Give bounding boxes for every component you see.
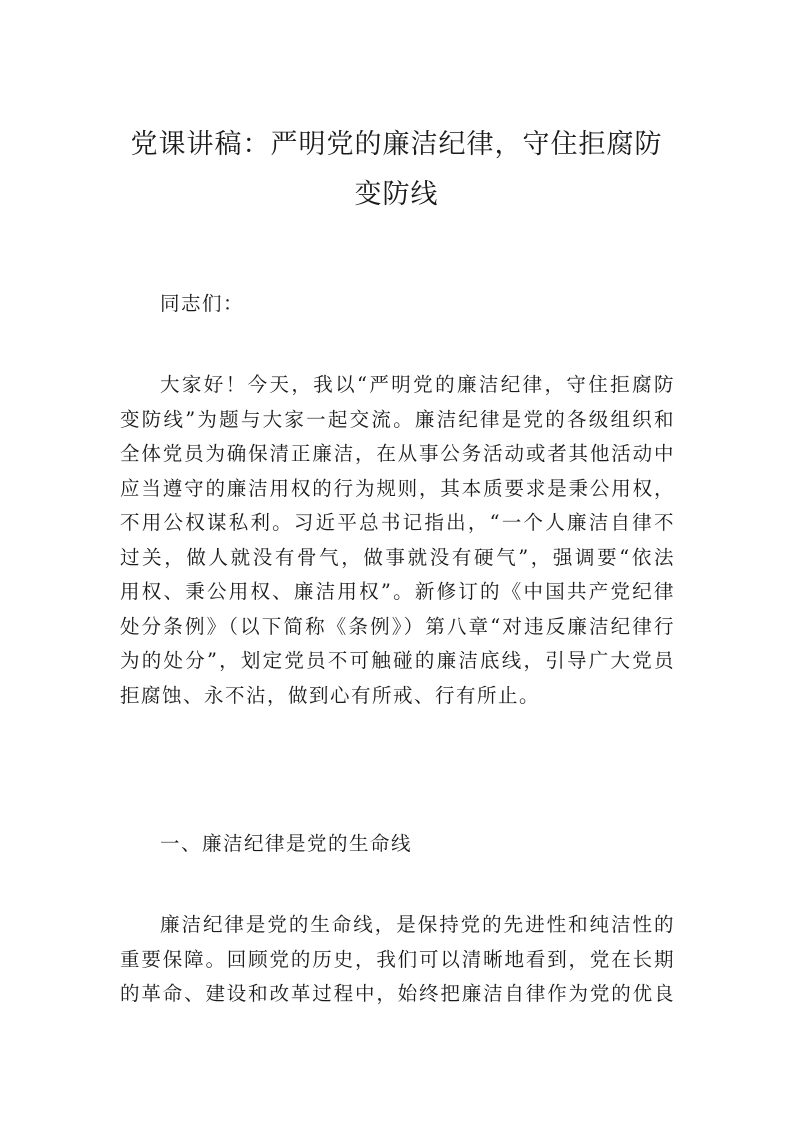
text-line: 应当遵守的廉洁用权的行为规则，其本质要求是秉公用权， <box>120 476 675 500</box>
salutation: 同志们： <box>160 292 245 315</box>
text-line: 拒腐蚀、永不沾，做到心有所戒、行有所止。 <box>120 683 541 707</box>
section-heading-paragraph <box>120 827 675 862</box>
text-line: 廉洁纪律是党的生命线，是保持党的先进性和纯洁性的 <box>160 913 675 936</box>
text-line: 的革命、建设和改革过程中，始终把廉洁自律作为党的优良 <box>120 982 675 1005</box>
text-line: 重要保障。回顾党的历史，我们可以清晰地看到，党在长期 <box>120 947 675 971</box>
text-line: 不用公权谋私利。习近平总书记指出，“一个人廉洁自律不 <box>120 511 675 534</box>
salutation-paragraph <box>120 287 675 322</box>
text-line: 变防线”为题与大家一起交流。廉洁纪律是党的各级组织和 <box>120 407 675 431</box>
section-paragraph <box>120 908 675 1012</box>
text-line: 全体党员为确保清正廉洁，在从事公务活动或者其他活动中 <box>120 442 675 465</box>
section-heading: 一、廉洁纪律是党的生命线 <box>160 832 413 855</box>
text-line: 大家好！今天，我以“严明党的廉洁纪律，守住拒腐防 <box>160 373 675 396</box>
text-line: 用权、秉公用权、廉洁用权”。新修订的《中国共产党纪律 <box>120 580 675 603</box>
document-title <box>110 120 683 220</box>
title-line: 党课讲稿：严明党的廉洁纪律，守住拒腐防 <box>130 129 663 160</box>
text-line: 处分条例》（以下简称《条例》）第八章“对违反廉洁纪律行 <box>120 614 675 638</box>
intro-paragraph <box>120 368 675 713</box>
text-line: 过关，做人就没有骨气，做事就没有硬气”，强调要“依法 <box>120 545 675 569</box>
title-line: 变防线 <box>354 179 439 210</box>
text-line: 为的处分”，划定党员不可触碰的廉洁底线，引导广大党员 <box>120 649 675 672</box>
